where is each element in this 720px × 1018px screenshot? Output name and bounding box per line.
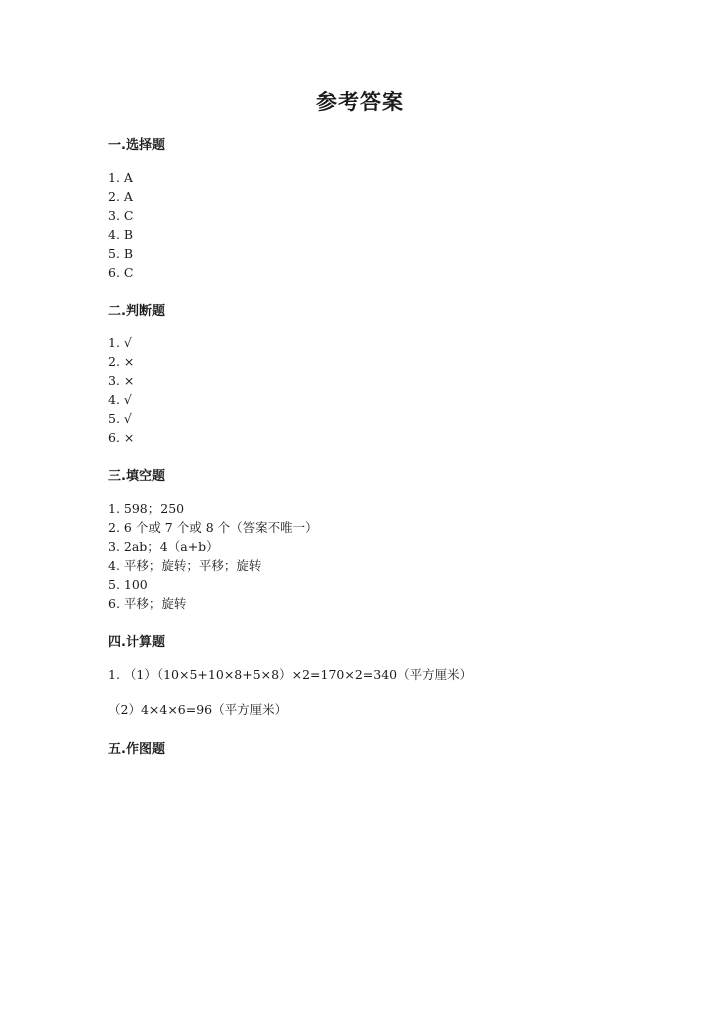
answer-line: 4. 平移；旋转；平移；旋转 (108, 558, 262, 573)
answer-line: 5. √ (108, 411, 132, 426)
answer-line: 6. 平移；旋转 (108, 596, 187, 611)
section-heading-drawing: 五.作图题 (108, 742, 165, 757)
answer-line: 3. 2ab；4（a+b） (108, 539, 219, 554)
answer-line: 2. A (108, 189, 133, 204)
answer-line: 2. 6 个或 7 个或 8 个（答案不唯一） (108, 520, 318, 535)
answer-line: 1. （1）（10×5+10×8+5×8）×2=170×2=340（平方厘米） (108, 667, 473, 682)
section-heading-judgement: 二.判断题 (108, 304, 165, 319)
section-heading-fill-blank: 三.填空题 (108, 469, 165, 484)
answer-line: 1. A (108, 170, 133, 185)
answer-line: 3. × (108, 373, 135, 388)
answer-line: 2. × (108, 354, 135, 369)
answer-line: 3. C (108, 208, 134, 223)
answer-line: 1. √ (108, 335, 132, 350)
answer-line: 4. √ (108, 392, 132, 407)
answer-line: （2）4×4×6=96（平方厘米） (108, 702, 288, 717)
section-heading-choice: 一.选择题 (108, 138, 165, 153)
answer-line: 1. 598；250 (108, 501, 185, 516)
answer-line: 6. × (108, 430, 135, 445)
answer-line: 6. C (108, 265, 134, 280)
answer-line: 4. B (108, 227, 134, 242)
page-title: 参考答案 (316, 90, 404, 114)
answer-line: 5. B (108, 246, 134, 261)
answer-line: 5. 100 (108, 577, 148, 592)
section-heading-calculation: 四.计算题 (108, 635, 165, 650)
